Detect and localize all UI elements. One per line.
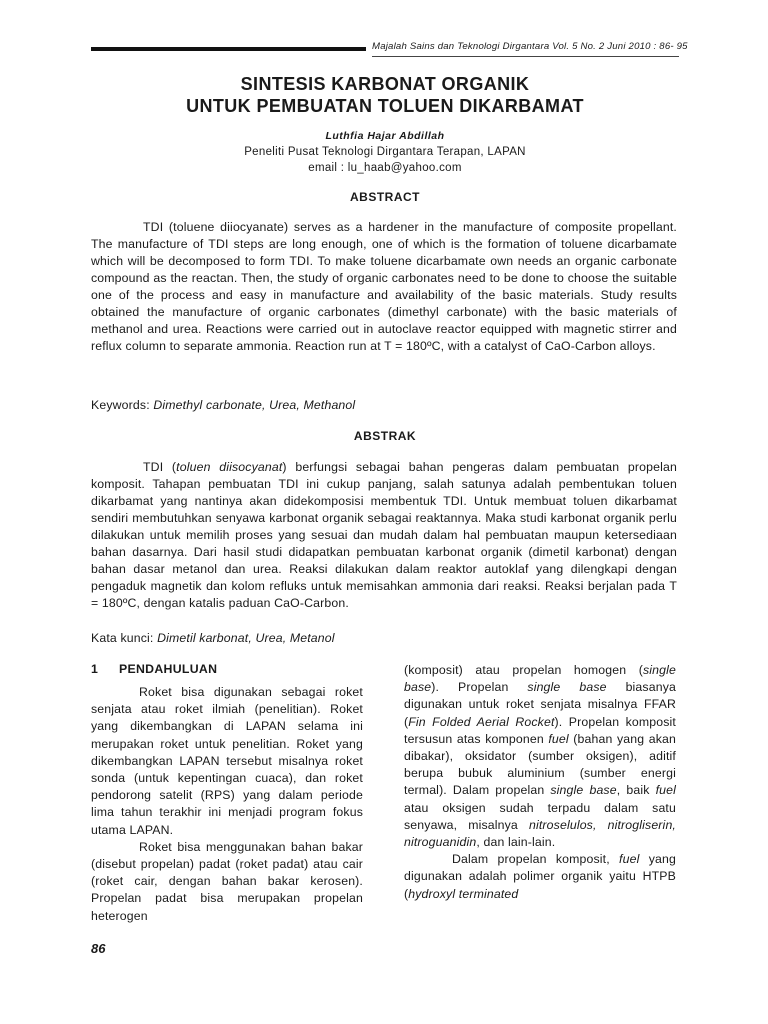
abstrak-text-rest: ) berfungsi sebagai bahan pengeras dalam pembuatan propelan komposit. Tahapan pembuatan TDI ini cukup panjang, salah satunya adalah pembentukan toluen dikarbamat yang nantinya akan didekomposisi membentuk TDI. Untuk membuat toluen dikarbamat sendiri membutuhkan senyawa karbonat organik sebagai reaktannya. Maka studi karbonat organik perlu dilakukan untuk memilih proses yang sesuai dan mudah dalam hal pembuatan maupun ketersediaan bahan dasarnya. Dari hasil studi didapatkan pembuatan karbonat organik (dimetil karbonat) dengan bahan dasar metanol dan urea. Reaksi dilakukan dalam reaktor autoklaf yang dilengkapi dengan pengaduk magnetik dan kolom refluks untuk memisahkan ammonia dari reaksi. Reaksi berjalan pada T = 180ºC, dengan katalis paduan CaO-Carbon. bbox=[91, 460, 677, 610]
text-run: yang digunakan adalah polimer organik yaitu HTPB ( bbox=[404, 852, 676, 901]
abstract-heading: ABSTRACT bbox=[350, 190, 420, 204]
intro-paragraph-3 bbox=[404, 662, 676, 851]
kata-kunci-list: Dimetil karbonat, Urea, Metanol bbox=[157, 631, 335, 645]
section-number: 1 bbox=[91, 662, 99, 676]
abstrak-keywords bbox=[91, 631, 335, 645]
paper-title-line1: SINTESIS KARBONAT ORGANIK bbox=[240, 74, 530, 94]
author-name: Luthfia Hajar Abdillah bbox=[325, 130, 445, 142]
keywords-list: Dimethyl carbonate, Urea, Methanol bbox=[153, 398, 356, 412]
left-column bbox=[91, 684, 363, 925]
abstrak-text-italic: toluen diisocyanat bbox=[176, 460, 283, 474]
text-run: , baik bbox=[616, 783, 656, 798]
paper-title-line2: UNTUK PEMBUATAN TOLUEN DIKARBAMAT bbox=[186, 96, 584, 116]
text-run: ). Propelan komposit tersusun atas komponen bbox=[404, 714, 676, 746]
italic-term: nitroselulos, nitrogliserin, nitroguanidin bbox=[404, 817, 676, 850]
abstrak-text-prefix: TDI ( bbox=[143, 460, 177, 474]
keywords-label: Keywords: bbox=[91, 398, 150, 412]
header-rule-thin bbox=[372, 56, 679, 57]
abstrak-heading: ABSTRAK bbox=[353, 429, 417, 443]
author-email: email : lu_haab@yahoo.com bbox=[308, 162, 462, 174]
text-run: ). Propelan bbox=[431, 680, 528, 695]
italic-term: hydroxyl terminated bbox=[408, 886, 519, 901]
text-run: atau oksigen sudah terpadu dalam satu senyawa, misalnya bbox=[404, 800, 676, 832]
text-run: biasanya digunakan untuk roket senjata misalnya FFAR ( bbox=[404, 680, 676, 729]
kata-kunci-label: Kata kunci: bbox=[91, 631, 154, 645]
abstract-body bbox=[91, 219, 677, 355]
right-column bbox=[404, 662, 676, 903]
text-run: Dalam propelan komposit, bbox=[452, 852, 620, 867]
abstract-paragraph: TDI (toluene diiocyanate) serves as a hardener in the manufacture of composite propellant. The manufacture of TDI steps are long enough, one of which is the formation of toluene dicarbamate which will be decomposed to form TDI. To make toluene dicarbamate own needs an organic carbonate compound as the reactan. Then, the study of organic carbonates need to be done to choose the suitable one of the process and easy in manufacture and availability of the basic materials. Study results obtained the manufacture of organic carbonates (dimethyl carbonate) with the basic materials of methanol and urea. Reactions were carried out in autoclave reactor equipped with magnetic stirrer and reflux column to separate ammonia. Reaction run at T = 180ºC, with a catalyst of CaO-Carbon alloys. bbox=[91, 220, 677, 353]
text-run: (bahan yang akan dibakar), oksidator (sumber oksigen), aditif berupa bubuk aluminium (sumber energi termal). Dalam propelan bbox=[404, 731, 676, 798]
italic-term: fuel bbox=[619, 852, 640, 867]
page-number: 86 bbox=[91, 941, 106, 956]
italic-term: Fin Folded Aerial Rocket bbox=[408, 714, 555, 729]
italic-term: fuel bbox=[548, 731, 569, 746]
italic-term: single base bbox=[550, 783, 617, 798]
author-affiliation: Peneliti Pusat Teknologi Dirgantara Terapan, LAPAN bbox=[244, 146, 526, 158]
italic-term: single base bbox=[404, 663, 676, 695]
section-title: PENDAHULUAN bbox=[119, 662, 218, 676]
italic-term: fuel bbox=[655, 783, 676, 798]
header-rule-thick bbox=[91, 47, 366, 51]
journal-citation: Majalah Sains dan Teknologi Dirgantara Vol. 5 No. 2 Juni 2010 : 86- 95 bbox=[372, 41, 688, 52]
abstract-keywords bbox=[91, 398, 355, 412]
intro-paragraph-1: Roket bisa digunakan sebagai roket senjata atau roket ilmiah (penelitian). Roket yang dikembangkan di LAPAN selama ini merupakan roket untuk penelitian. Roket yang dikembangkan LAPAN tersebut misalnya roket sonda (untuk kepentingan cuaca), dan roket pendorong satelit (RPS) yang dalam periode lima tahun terakhir ini menjadi program fokus utama LAPAN. bbox=[91, 685, 363, 837]
abstrak-body bbox=[91, 459, 677, 612]
abstrak-paragraph bbox=[91, 459, 677, 612]
text-run: (komposit) atau propelan homogen ( bbox=[404, 663, 643, 677]
text-run: , dan lain-lain. bbox=[476, 835, 556, 850]
intro-paragraph-4 bbox=[404, 851, 676, 903]
intro-paragraph-2: Roket bisa menggunakan bahan bakar (disebut propelan) padat (roket padat) atau cair (roket cair, dengan bahan bakar kerosen). Propelan padat bisa merupakan propelan heterogen bbox=[91, 839, 363, 923]
italic-term: single base bbox=[527, 680, 607, 695]
